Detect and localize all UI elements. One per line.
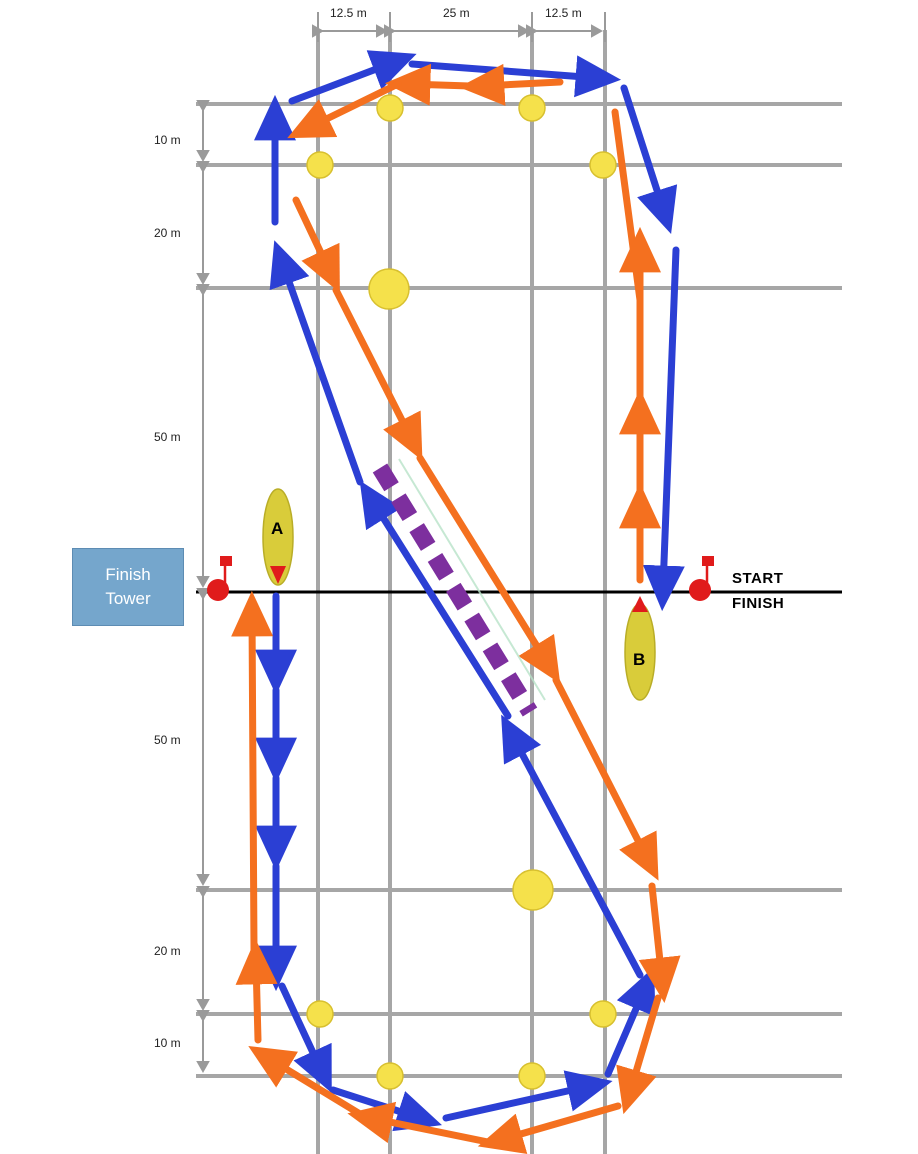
buoy — [519, 1063, 545, 1089]
start-marker — [689, 556, 714, 601]
grid-horizontal-lines — [196, 104, 842, 1076]
buoy — [513, 870, 553, 910]
dim-v-bot-2: 20 m — [154, 944, 181, 958]
buoy — [377, 1063, 403, 1089]
start-label: START — [732, 570, 784, 587]
buoy — [369, 269, 409, 309]
orange-path — [252, 82, 662, 1142]
buoy — [307, 152, 333, 178]
finish-marker — [207, 556, 232, 601]
buoy — [590, 152, 616, 178]
boat-b-label: B — [633, 650, 646, 669]
buoy — [519, 95, 545, 121]
buoy — [377, 95, 403, 121]
dim-v-top-2: 20 m — [154, 226, 181, 240]
finish-tower-line1: Finish — [105, 565, 151, 584]
boat-a-label: A — [271, 519, 284, 538]
boat-b — [625, 596, 655, 700]
dim-h-2: 25 m — [443, 6, 470, 20]
dim-v-top-3: 50 m — [154, 430, 181, 444]
purple-dashed-band — [380, 459, 545, 712]
blue-path — [275, 62, 676, 1118]
dim-v-bot-3: 10 m — [154, 1036, 181, 1050]
dim-h-3: 12.5 m — [545, 6, 582, 20]
buoy — [590, 1001, 616, 1027]
finish-label: FINISH — [732, 595, 785, 612]
buoy — [307, 1001, 333, 1027]
dim-v-bot-1: 50 m — [154, 733, 181, 747]
finish-tower-line2: Tower — [105, 589, 151, 608]
finish-tower-box — [72, 548, 184, 626]
dim-v-top-1: 10 m — [154, 133, 181, 147]
dim-h-1: 12.5 m — [330, 6, 367, 20]
